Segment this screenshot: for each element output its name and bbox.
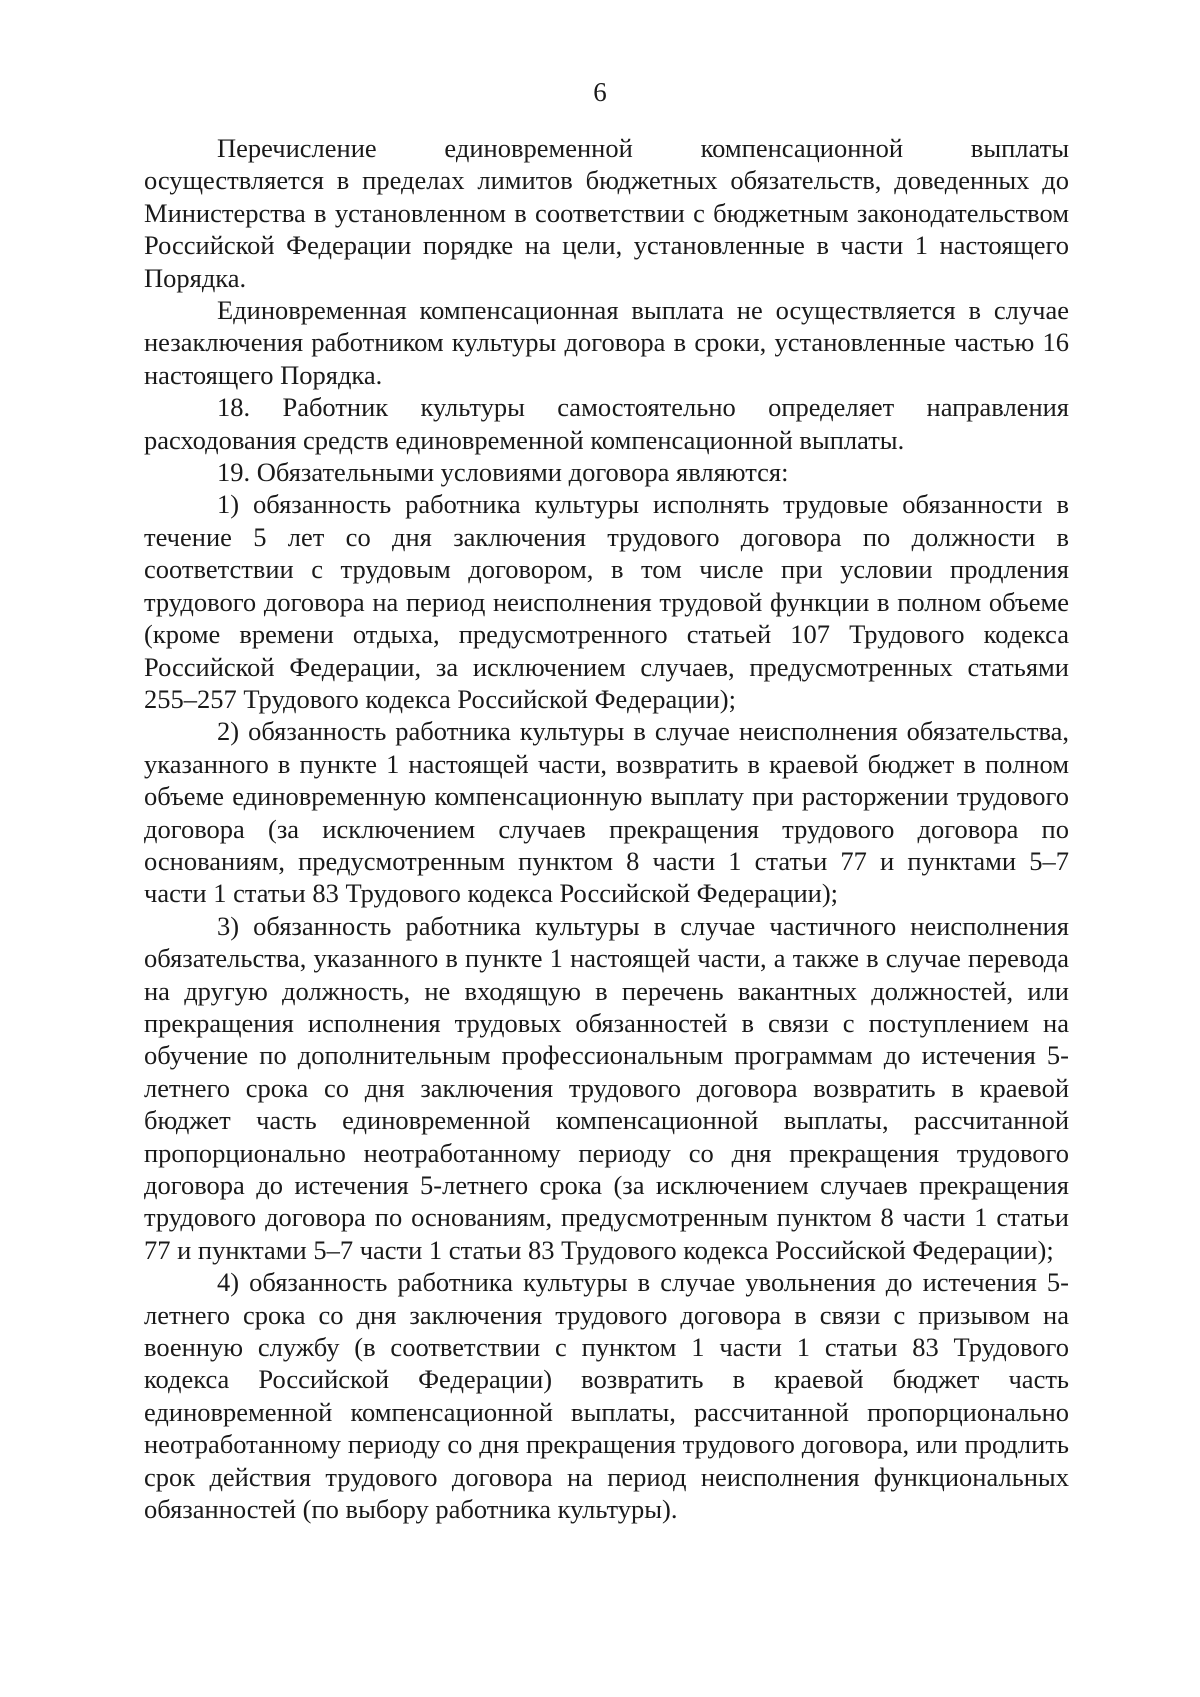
document-body: [144, 132, 1069, 1525]
paragraph-19: 19. Обязательными условиями договора являются:: [217, 457, 789, 488]
page-number: 6: [593, 77, 607, 107]
paragraph-19-item-1: 1) обязанность работника культуры исполнять трудовые обязанности в течение 5 лет со дня заключения трудового договора по должности в соответствии с трудовым договором, в том числе при условии продления трудового договора на период неисполнения трудовой функции в полном объеме (кроме времени отдыха, предусмотренного статьей 107 Трудового кодекса Российской Федерации, за исключением случаев, предусмотренных статьями 255–257 Трудового кодекса Российской Федерации);: [144, 489, 1069, 714]
paragraph-19-item-4: 4) обязанность работника культуры в случае увольнения до истечения 5-летнего срока со дня заключения трудового договора в связи с призывом на военную службу (в соответствии с пунктом 1 части 1 статьи 83 Трудового кодекса Российской Федерации) возвратить в краевой бюджет часть единовременной компенсационной выплаты, рассчитанной пропорционально неотработанному периоду со дня прекращения трудового договора, или продлить срок действия трудового договора на период неисполнения функциональных обязанностей (по выбору работника культуры).: [144, 1267, 1069, 1525]
paragraph-19-item-2: 2) обязанность работника культуры в случае неисполнения обязательства, указанного в пункте 1 настоящей части, возвратить в краевой бюджет в полном объеме единовременную компенсационную выплату при расторжении трудового договора (за исключением случаев прекращения трудового договора по основаниям, предусмотренным пунктом 8 части 1 статьи 77 и пунктами 5–7 части 1 статьи 83 Трудового кодекса Российской Федерации);: [144, 716, 1069, 909]
paragraph-19-item-3: 3) обязанность работника культуры в случае частичного неисполнения обязательства, указанного в пункте 1 настоящей части, а также в случае перевода на другую должность, не входящую в перечень вакантных должностей, или прекращения исполнения трудовых обязанностей в связи с поступлением на обучение по дополнительным профессиональным программам до истечения 5-летнего срока со дня заключения трудового договора возвратить в краевой бюджет часть единовременной компенсационной выплаты, рассчитанной пропорционально неотработанному периоду со дня прекращения трудового договора до истечения 5-летнего срока (за исключением случаев прекращения трудового договора по основаниям, предусмотренным пунктом 8 части 1 статьи 77 и пунктами 5–7 части 1 статьи 83 Трудового кодекса Российской Федерации);: [144, 910, 1069, 1265]
paragraph-no-payment-condition: Единовременная компенсационная выплата не осуществляется в случае незаключения работником культуры договора в сроки, установленные частью 16 настоящего Порядка.: [144, 295, 1069, 390]
paragraph-18: 18. Работник культуры самостоятельно определяет направления расходования средств единовременной компенсационной выплаты.: [144, 392, 1069, 455]
paragraph-transfer-limits: Перечисление единовременной компенсационной выплаты осуществляется в пределах лимитов бюджетных обязательств, доведенных до Министерства в установленном в соответствии с бюджетным законодательством Российской Федерации порядке на цели, установленные в части 1 настоящего Порядка.: [144, 133, 1069, 293]
